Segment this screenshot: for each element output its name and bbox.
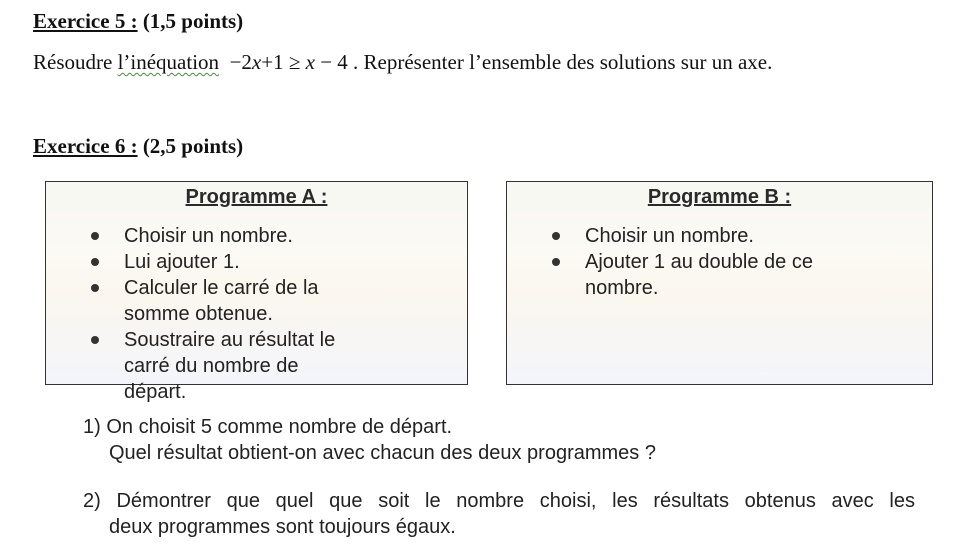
step-text: Soustraire au résultat le carré du nombre de départ. bbox=[124, 329, 336, 403]
question-1-line-1: 1) On choisit 5 comme nombre de départ. bbox=[83, 416, 453, 438]
program-b-box bbox=[506, 181, 933, 385]
exercise-5-points: (1,5 points) bbox=[142, 9, 244, 33]
exercise-5-heading bbox=[33, 9, 243, 34]
math-b: +1 ≥ bbox=[261, 50, 306, 74]
exercise-5-statement bbox=[33, 50, 772, 75]
question-2 bbox=[83, 488, 915, 540]
exercise-6-title: Exercice 6 : bbox=[33, 134, 138, 158]
exercise-6-heading bbox=[33, 134, 243, 159]
inequation bbox=[224, 50, 347, 74]
step-text: Choisir un nombre. bbox=[124, 225, 293, 247]
bullet-icon bbox=[552, 258, 560, 266]
bullet-icon bbox=[91, 336, 99, 344]
list-item bbox=[46, 327, 364, 405]
statement-before: Résoudre bbox=[33, 50, 113, 74]
list-item bbox=[507, 249, 847, 301]
question-2-line-1: 2) Démontrer que quel que soit le nombre choisi, les résultats obtenus avec les bbox=[83, 490, 915, 512]
math-c: − 4 bbox=[314, 50, 348, 74]
step-text: Ajouter 1 au double de ce nombre. bbox=[585, 251, 813, 299]
exercise-5-title: Exercice 5 : bbox=[33, 9, 138, 33]
question-2-line-2: deux programmes sont toujours égaux. bbox=[109, 516, 456, 538]
bullet-icon bbox=[91, 284, 99, 292]
question-1-line-2: Quel résultat obtient-on avec chacun des deux programmes ? bbox=[109, 442, 656, 464]
math-var-2: x bbox=[305, 50, 315, 74]
list-item bbox=[46, 249, 467, 275]
math-var-1: x bbox=[251, 50, 262, 74]
step-text: Calculer le carré de la somme obtenue. bbox=[124, 277, 319, 325]
bullet-icon bbox=[91, 232, 99, 240]
exercise-6-points: (2,5 points) bbox=[142, 134, 244, 158]
step-text: Lui ajouter 1. bbox=[124, 251, 240, 273]
program-a-box bbox=[45, 181, 468, 403]
list-item bbox=[46, 275, 338, 327]
program-a-title: Programme A : bbox=[185, 186, 328, 208]
program-b-steps bbox=[507, 223, 932, 301]
question-1 bbox=[83, 414, 783, 466]
step-text: Choisir un nombre. bbox=[585, 225, 754, 247]
math-a: −2 bbox=[229, 50, 252, 74]
bullet-icon bbox=[552, 232, 560, 240]
list-item bbox=[507, 223, 932, 249]
statement-after: . Représenter l’ensemble des solutions sur un axe. bbox=[353, 50, 773, 74]
bullet-icon bbox=[91, 258, 99, 266]
program-b-title: Programme B : bbox=[647, 186, 792, 208]
program-a-steps bbox=[46, 223, 467, 405]
spellcheck-word: l’inéquation bbox=[117, 50, 220, 74]
list-item bbox=[46, 223, 467, 249]
